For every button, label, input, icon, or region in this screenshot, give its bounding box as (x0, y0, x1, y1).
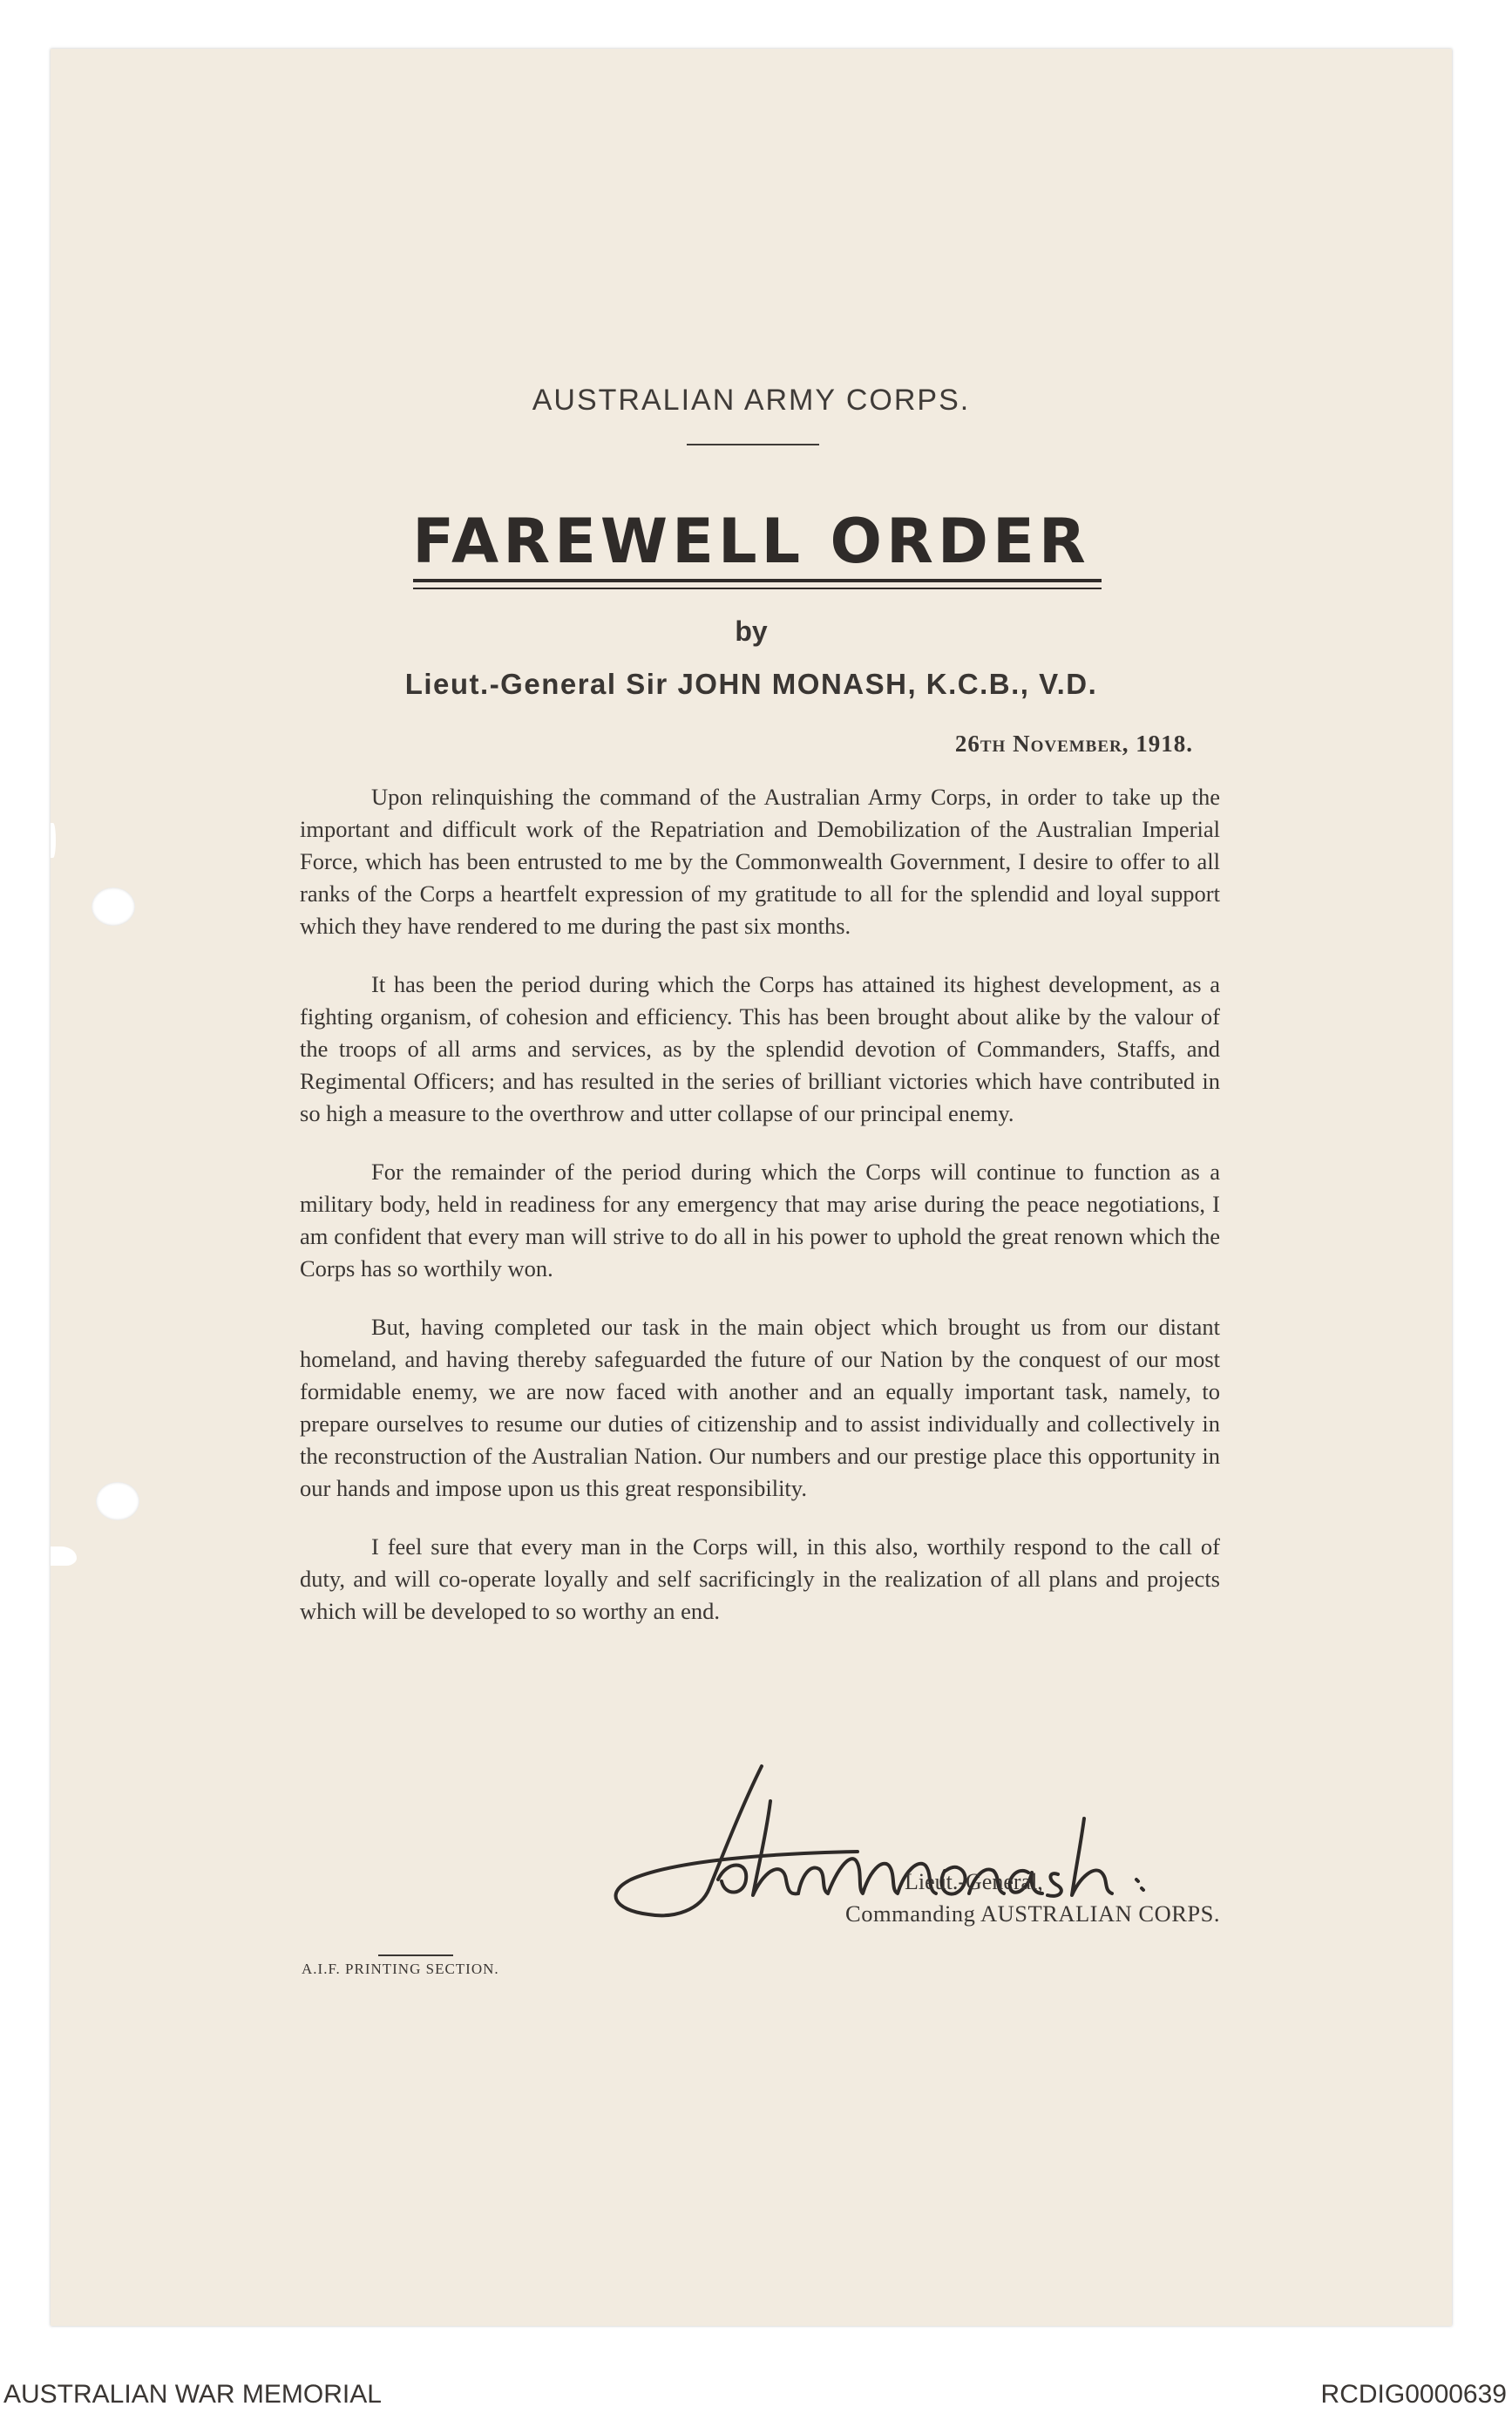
punch-hole (96, 1482, 139, 1520)
paragraph: Upon relinquishing the command of the Australian Army Corps, in order to take up the important and difficult work of the Repatriation and Demobilization of the Australian Imperial Force, which has been entrusted to me by the Commonwealth Government, I desire to offer to all ranks of the Corps a heartfelt expression of my gratitude to all for the splendid and loyal support which they have rendered to me during the past six months. (300, 784, 1220, 939)
corps-heading: AUSTRALIAN ARMY CORPS. (532, 384, 971, 417)
punch-hole (92, 887, 135, 926)
divider (687, 444, 819, 445)
signatory-command: Commanding AUSTRALIAN CORPS. (845, 1900, 1220, 1927)
paper-tear (51, 1546, 77, 1566)
record-id: RCDIG0000639 (1320, 2380, 1507, 2409)
paragraph: I feel sure that every man in the Corps will, in this also, worthily respond to the call of duty, and will co-operate loyally and self sacrificingly in the realization of all plans and projects which will be developed to so worthy an end. (300, 1533, 1220, 1624)
byline-by: by (735, 615, 768, 647)
divider (378, 1954, 453, 1956)
title-underline (413, 579, 1102, 582)
document-page (51, 49, 1452, 2326)
author: Lieut.-General Sir JOHN MONASH, K.C.B., V.D. (404, 668, 1098, 700)
paragraph: It has been the period during which the Corps has attained its highest development, as a fighting organism, of cohesion and efficiency. This has been brought about alike by the valour of the troops of all arms and services, as by the splendid devotion of Commanders, Staffs, and Regimental Officers; and has resulted in the series of brilliant victories which have contributed in so high a measure to the overthrow and utter collapse of our principal enemy. (300, 971, 1220, 1126)
page-title: FAREWELL ORDER (412, 506, 1090, 577)
printer-imprint: A.I.F. PRINTING SECTION. (302, 1961, 499, 1977)
paragraph: For the remainder of the period during which the Corps will continue to function as a military body, held in readiness for any emergency that may arise during the peace negotiations, I am confident that every man will strive to do all in his power to uphold the great renown which the Corps has so worthily won. (300, 1159, 1220, 1281)
order-date: 26th November, 1918. (954, 731, 1193, 757)
paper-tear (51, 823, 56, 858)
signatory-rank: Lieut.-General, (905, 1869, 1043, 1894)
title-underline (413, 588, 1102, 589)
order-body (300, 781, 1220, 1654)
paragraph: But, having completed our task in the main object which brought us from our distant homeland, and having thereby safeguarded the future of our Nation by the conquest of our most formidable enemy, we are now faced with another and an equally important task, namely, to prepare ourselves to resume our duties of citizenship and to assist individually and collectively in the reconstruction of the Australian Nation. Our numbers and our prestige place this opportunity in our hands and impose upon us this great responsibility. (300, 1314, 1220, 1501)
archive-credit: AUSTRALIAN WAR MEMORIAL (3, 2380, 382, 2409)
